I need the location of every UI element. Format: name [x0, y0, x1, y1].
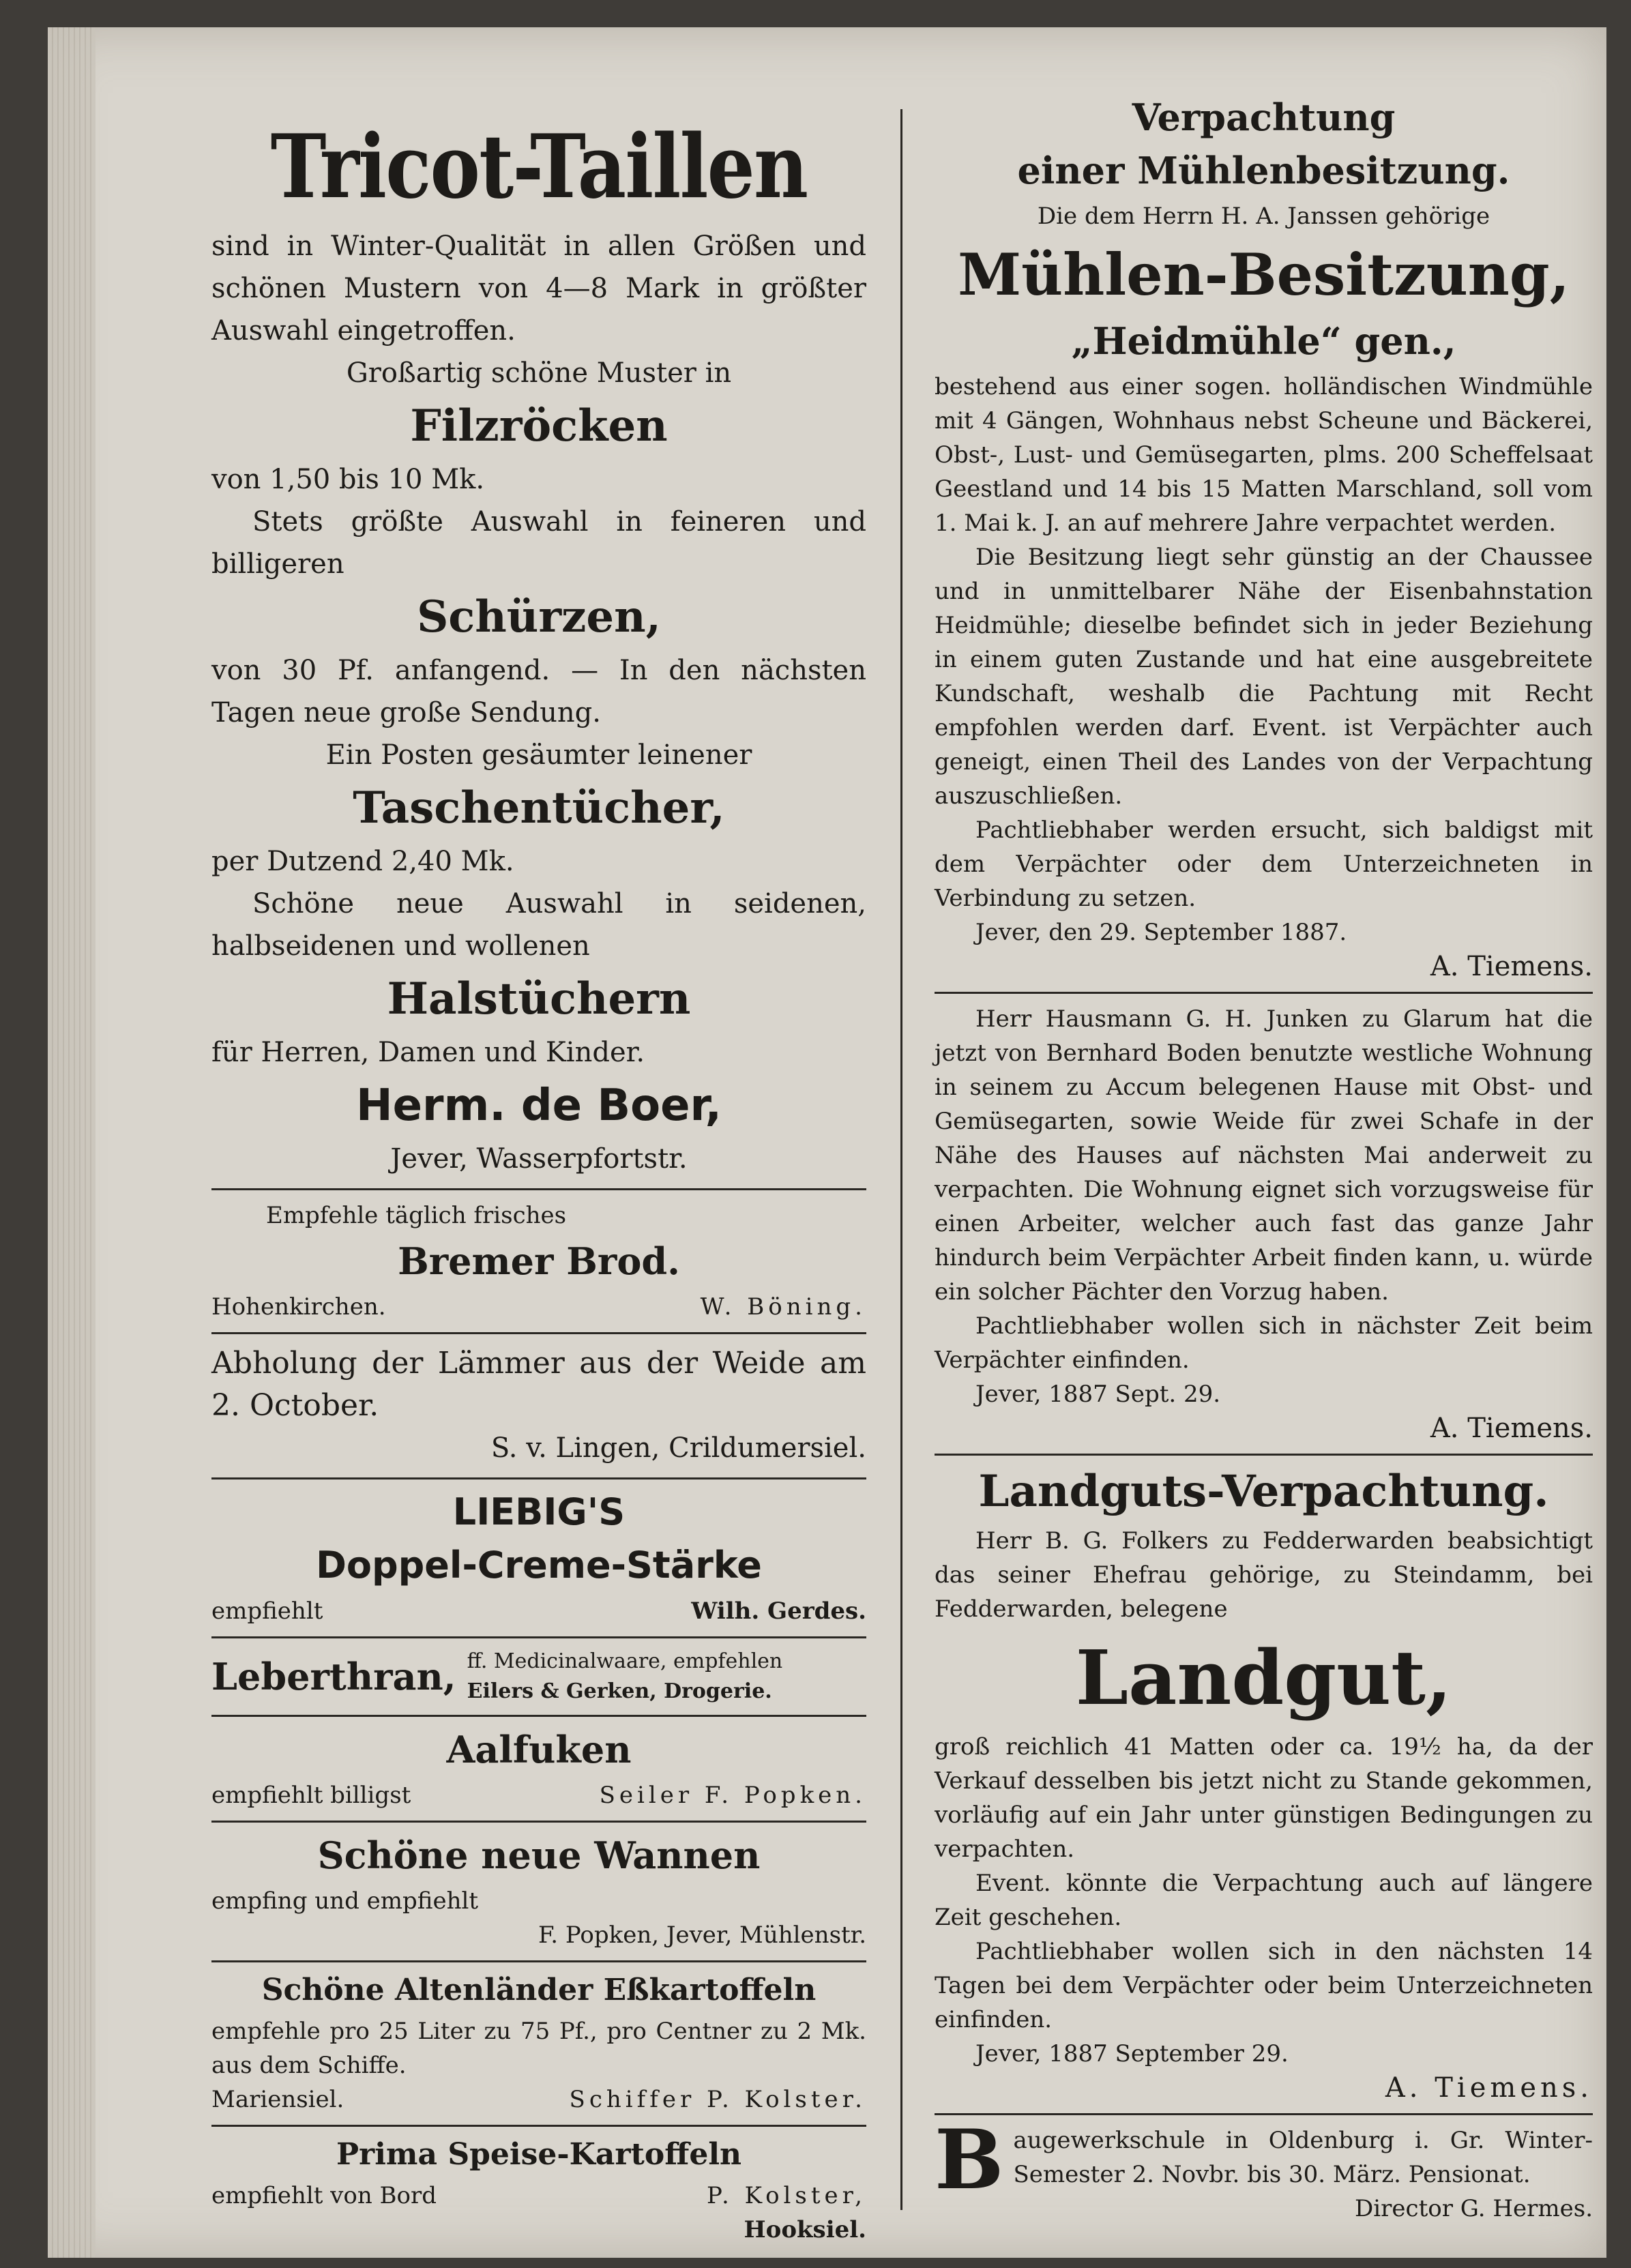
ad-separator: [211, 1477, 866, 1479]
ad-address: Jever, Wasserpfortstr.: [390, 1143, 688, 1175]
ad-speise: [211, 2135, 866, 2247]
ad-aalfuken: [211, 1725, 866, 1812]
ad-name: Eilers & Gerken, Drogerie.: [467, 1679, 772, 1703]
ad-landgut: [935, 1464, 1593, 2105]
column-divider: [900, 109, 902, 2210]
ad-place: Hooksiel.: [744, 2216, 866, 2243]
ad-signature: A. Tiemens.: [1385, 2072, 1593, 2104]
ad-text: Empfehle täglich frisches: [266, 1202, 567, 1229]
ad-price: von 1,50 bis 10 Mk.: [211, 464, 485, 495]
ad-paragraph: Event. könnte die Verpachtung auch auf längere Zeit geschehen.: [935, 1870, 1593, 1931]
ad-tricot: [211, 116, 866, 1180]
ad-place: Mariensiel.: [211, 2086, 344, 2113]
ad-wannen: [211, 1831, 866, 1952]
ad-separator: [935, 1454, 1593, 1456]
ad-heading: Prima Speise-Kartoffeln: [336, 2137, 742, 2172]
ad-signature: Director G. Hermes.: [1355, 2195, 1593, 2222]
ad-paragraph: bestehend aus einer sogen. holländischen Windmühle mit 4 Gängen, Wohnhaus nebst Scheune und Bäckerei, Obst-, Lust- und Gemüsegarten, plms. 200 Scheffelsaat Geestland und 14 bis 15 Matten Marschland, soll vom 1. Mai k. J. an auf mehrere Jahre verpachtet werden.: [935, 373, 1593, 537]
ad-text: Großartig schöne Muster in: [346, 357, 732, 389]
ad-heading: Leberthran,: [211, 1655, 456, 1698]
ad-heading: Landgut,: [1075, 1634, 1452, 1722]
ad-text: Ein Posten gesäumter leinener: [325, 739, 752, 771]
ad-liebig: [211, 1488, 866, 1628]
ad-separator: [211, 1960, 866, 1962]
ad-heading: Bremer Brod.: [398, 1239, 680, 1283]
ad-title: einer Mühlenbesitzung.: [1017, 149, 1510, 192]
ad-text: von 30 Pf. anfangend. — In den nächsten Tagen neue große Sendung.: [211, 655, 866, 728]
ad-product: Doppel-Creme-Stärke: [316, 1544, 762, 1587]
ad-title: Tricot-Taillen: [270, 116, 808, 218]
page-edge-stack: [48, 27, 95, 2258]
ad-heading: Schöne Altenländer Eßkartoffeln: [261, 1973, 817, 2007]
ad-heading: Taschentücher,: [353, 782, 725, 834]
ad-signature: F. Popken, Jever, Mühlenstr.: [538, 1921, 866, 1949]
ad-title: Verpachtung: [1132, 95, 1396, 139]
ad-text: für Herren, Damen und Kinder.: [211, 1037, 645, 1068]
ad-paragraph: Pachtliebhaber wollen sich in nächster Zeit beim Verpächter einfinden.: [935, 1312, 1593, 1374]
ad-text: Schöne neue Auswahl in seidenen, halbseidenen und wollenen: [211, 888, 866, 962]
ad-text: empfiehlt: [211, 1597, 323, 1625]
ad-paragraph: augewerkschule in Oldenburg i. Gr. Winter-Semester 2. Novbr. bis 30. März. Pensionat.: [1013, 2127, 1593, 2188]
ad-text: ff. Medicinalwaare, empfehlen: [467, 1649, 783, 1673]
ad-laemmer: [211, 1342, 866, 1469]
ad-heading: Aalfuken: [446, 1728, 632, 1771]
ad-subheading: „Heidmühle“ gen.,: [1071, 319, 1456, 363]
ad-heading: Halstüchern: [387, 973, 691, 1025]
ad-text: empfiehlt von Bord: [211, 2182, 437, 2209]
right-column: [935, 89, 1593, 2226]
ad-date: Jever, 1887 September 29.: [975, 2040, 1289, 2067]
ad-paragraph: Herr Hausmann G. H. Junken zu Glarum hat die jetzt von Bernhard Boden benutzte westliche Wohnung in seinem zu Accum belegenen Hause mit Obst- und Gemüsegarten, sowie Weide für zwei Schafe in der Nähe des Hauses auf nächsten Mai anderweit zu verpachten. Die Wohnung eignet sich vorzugsweise für einen Arbeiter, welcher auch fast das ganze Jahr hindurch beim Verpächter Arbeit finden kann, u. würde ein solcher Pächter den Vorzug haben.: [935, 1005, 1593, 1306]
ad-text: sind in Winter-Qualität in allen Größen und schönen Mustern von 4—8 Mark in größter Auswahl eingetroffen.: [211, 231, 866, 347]
drop-cap: B: [935, 2112, 1004, 2208]
ad-paragraph: groß reichlich 41 Matten oder ca. 19½ ha, da der Verkauf desselben bis jetzt nicht zu Stande gekommen, vorläufig auf ein Jahr unter günstigen Bedingungen zu verpachten.: [935, 1733, 1593, 1863]
ad-paragraph: Herr B. G. Folkers zu Fedderwarden beabsichtigt das seiner Ehefrau gehörige, zu Steindamm, bei Fedderwarden, belegene: [935, 1527, 1593, 1623]
ad-name: Seiler F. Popken.: [599, 1782, 866, 1809]
ad-separator: [211, 2125, 866, 2127]
ad-place: Hohenkirchen.: [211, 1293, 386, 1321]
ad-heading: Schürzen,: [417, 591, 661, 643]
ad-leberthran: [211, 1647, 866, 1707]
ad-separator: [211, 1821, 866, 1823]
ad-heading: Mühlen-Besitzung,: [958, 241, 1570, 308]
ad-separator: [211, 1636, 866, 1638]
ad-price: per Dutzend 2,40 Mk.: [211, 846, 514, 877]
ad-paragraph: Die Besitzung liegt sehr günstig an der Chaussee und in unmittelbarer Nähe der Eisenbahnstation Heidmühle; dieselbe befindet sich in jeder Beziehung in einem guten Zustande und hat eine ausgebreitete Kundschaft, weshalb die Pachtung mit Recht empfohlen werden darf. Event. ist Verpächter auch geneigt, einen Theil des Landes von der Verpachtung auszuschließen.: [935, 544, 1593, 810]
ad-text: Die dem Herrn H. A. Janssen gehörige: [1037, 203, 1490, 230]
ad-text: empfiehlt billigst: [211, 1782, 411, 1809]
ad-kartoffeln: [211, 1971, 866, 2117]
ad-separator: [211, 1188, 866, 1190]
ad-name: P. Kolster,: [707, 2182, 866, 2209]
ad-name: Wilh. Gerdes.: [691, 1597, 866, 1625]
ad-signature: S. v. Lingen, Crildumersiel.: [490, 1432, 866, 1464]
ad-title: Landguts-Verpachtung.: [978, 1466, 1549, 1517]
ad-separator: [211, 1332, 866, 1334]
ad-separator: [211, 1715, 866, 1717]
ad-signature: A. Tiemens.: [1430, 951, 1593, 982]
ad-paragraph: Pachtliebhaber werden ersucht, sich baldigst mit dem Verpächter oder dem Unterzeichneten in Verbindung zu setzen.: [935, 816, 1593, 912]
ad-heading: Schöne neue Wannen: [317, 1833, 761, 1877]
ad-text: empfing und empfiehlt: [211, 1887, 478, 1915]
ad-separator: [935, 992, 1593, 994]
ad-heading: Filzröcken: [410, 400, 668, 452]
ad-name: Schiffer P. Kolster.: [569, 2086, 866, 2113]
ad-brand: LIEBIG'S: [452, 1490, 626, 1533]
ad-name: W. Böning.: [700, 1293, 866, 1321]
ad-muehle: [935, 93, 1593, 984]
ad-brod: [211, 1198, 866, 1324]
ad-wohnung: [935, 1002, 1593, 1445]
ad-separator: [935, 2113, 1593, 2115]
ad-paragraph: Pachtliebhaber wollen sich in den nächsten 14 Tagen bei dem Verpächter oder beim Unterzeichneten einfinden.: [935, 1938, 1593, 2033]
ad-baugewerkschule: [935, 2112, 1593, 2226]
ad-text: empfehle pro 25 Liter zu 75 Pf., pro Centner zu 2 Mk. aus dem Schiffe.: [211, 2018, 866, 2079]
ad-date: Jever, 1887 Sept. 29.: [975, 1381, 1221, 1408]
ad-signature: A. Tiemens.: [1430, 1413, 1593, 1444]
left-column: [211, 89, 866, 2247]
ad-date: Jever, den 29. September 1887.: [975, 919, 1347, 946]
ad-text: Stets größte Auswahl in feineren und billigeren: [211, 506, 866, 580]
ad-seller: Herm. de Boer,: [356, 1080, 722, 1131]
ad-text: Abholung der Lämmer aus der Weide am 2. October.: [211, 1346, 866, 1423]
